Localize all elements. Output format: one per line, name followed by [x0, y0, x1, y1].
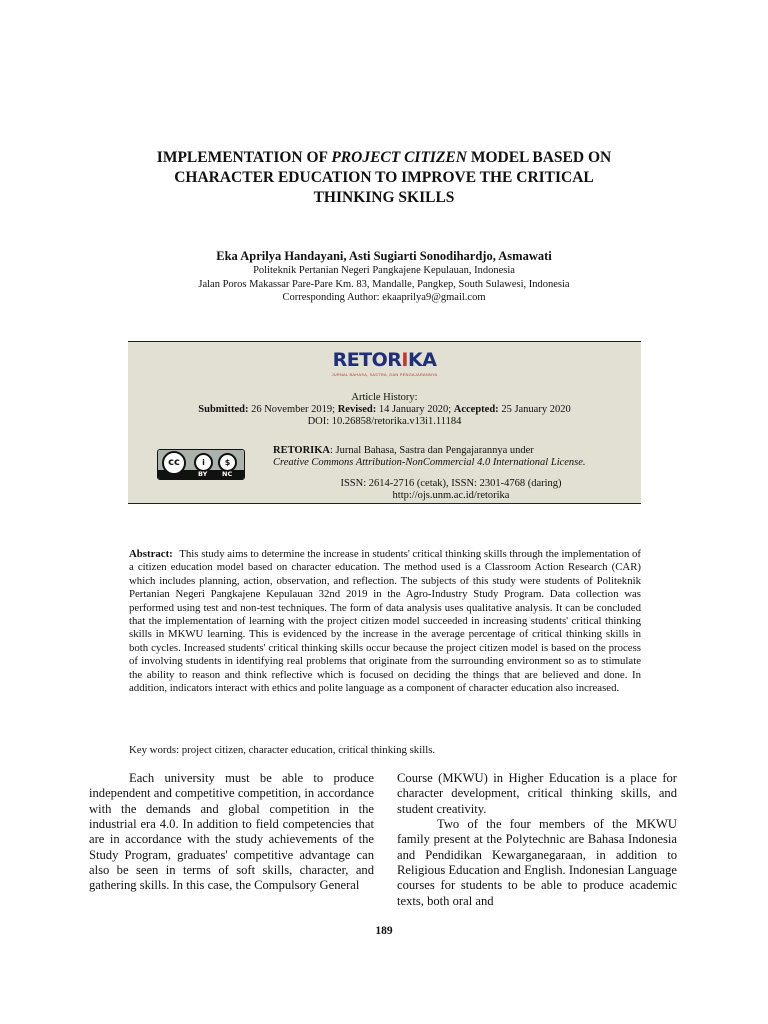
corresponding-author: Corresponding Author: ekaaprilya9@gmail.com	[282, 292, 486, 303]
issn: ISSN: 2614-2716 (cetak), ISSN: 2301-4768 (daring)	[340, 478, 562, 489]
doi[interactable]: DOI: 10.26858/retorika.v13i1.11184	[307, 416, 462, 427]
title-line-1: IMPLEMENTATION OF PROJECT CITIZEN MODEL BASED ON	[156, 149, 612, 166]
title-italic: PROJECT CITIZEN	[331, 149, 467, 166]
keywords: Key words: project citizen, character education, critical thinking skills.	[129, 744, 436, 756]
article-history-label: Article History:	[351, 392, 418, 403]
license-line-2[interactable]: Creative Commons Attribution-NonCommercial 4.0 International License.	[273, 457, 586, 468]
title-line-2: CHARACTER EDUCATION TO IMPROVE THE CRITICAL	[174, 169, 594, 186]
body-column-right	[397, 771, 677, 909]
article-dates: Submitted: 26 November 2019; Revised: 14 January 2020; Accepted: 25 January 2020	[198, 404, 571, 415]
noncommercial-dollar-icon: $	[218, 453, 237, 472]
cc-license-badge[interactable]	[157, 449, 245, 480]
abstract	[129, 548, 641, 695]
logo-wordmark: RETORIKA	[332, 349, 437, 371]
page-number: 189	[375, 925, 393, 937]
body-paragraph: Two of the four members of the MKWU family present at the Polytechnic are Bahasa Indonesia and Pendidikan Kewarganegaraan, in addition to Religious Education and English. Indonesian Language courses for students to be able to produce academic texts, both oral and	[397, 817, 677, 908]
cc-by-label: BY	[198, 470, 208, 478]
body-paragraph: Course (MKWU) in Higher Education is a place for character development, critical thinking skills, and student creativity.	[397, 771, 677, 816]
title-line-3: THINKING SKILLS	[313, 189, 455, 206]
paper-title	[100, 148, 668, 208]
affiliation-institution: Politeknik Pertanian Negeri Pangkajene Kepulauan, Indonesia	[253, 265, 515, 276]
journal-logo	[128, 350, 641, 377]
affiliation-address: Jalan Poros Makassar Pare-Pare Km. 83, Mandalle, Pangkep, South Sulawesi, Indonesia	[198, 278, 570, 290]
body-paragraph: Each university must be able to produce independent and competitive competition, in accordance with the demands and global competition in the industrial era 4.0. In addition to field competencies that are in accordance with the study achievements of the Study Program, graduates' competitive advantage can also be seen in terms of soft skills, character, and gathering skills. In this case, the Compulsory General	[89, 771, 374, 893]
body-column-left	[89, 771, 374, 894]
journal-url[interactable]: http://ojs.unm.ac.id/retorika	[392, 490, 510, 501]
attribution-person-icon: i	[194, 453, 213, 472]
license-line-1: RETORIKA: Jurnal Bahasa, Sastra dan Pengajarannya under	[273, 445, 534, 456]
abstract-label: Abstract:	[129, 548, 173, 560]
journal-info-box	[128, 341, 641, 504]
creative-commons-icon: cc	[162, 451, 186, 475]
cc-nc-label: NC	[222, 470, 233, 478]
authors: Eka Aprilya Handayani, Asti Sugiarti Sonodihardjo, Asmawati	[216, 249, 552, 263]
logo-tagline: JURNAL BAHASA, SASTRA, DAN PENGAJARANNYA	[331, 372, 438, 377]
abstract-text: This study aims to determine the increase in students' critical thinking skills through the implementation of a citizen education model based on character education. The method used is a Classroom Action Research (CAR) which includes planning, action, observation, and reflection. The subjects of this study were students of Politeknik Pertanian Negeri Pangkajene Kepulauan 32nd 2019 in the Agro-Industry Study Program. Data collection was performed using test and non-test techniques. The form of data analysis uses qualitative analysis. It can be concluded that the implementation of learning with the project citizen model succeeded in increasing students' critical thinking skills in MKWU learning. This is evidenced by the increase in the average percentage of critical thinking skills in both cycles. Increased students' critical thinking skills occur because the project citizen model is based on the process of involving students in identifying real problems that originate from the surrounding environment so as to stimulate the ability to reason and think reflective which is focused on deciding the things that are believed and done. In addition, indicators interact with ethics and polite language as a component of character education also increased.	[129, 548, 641, 695]
